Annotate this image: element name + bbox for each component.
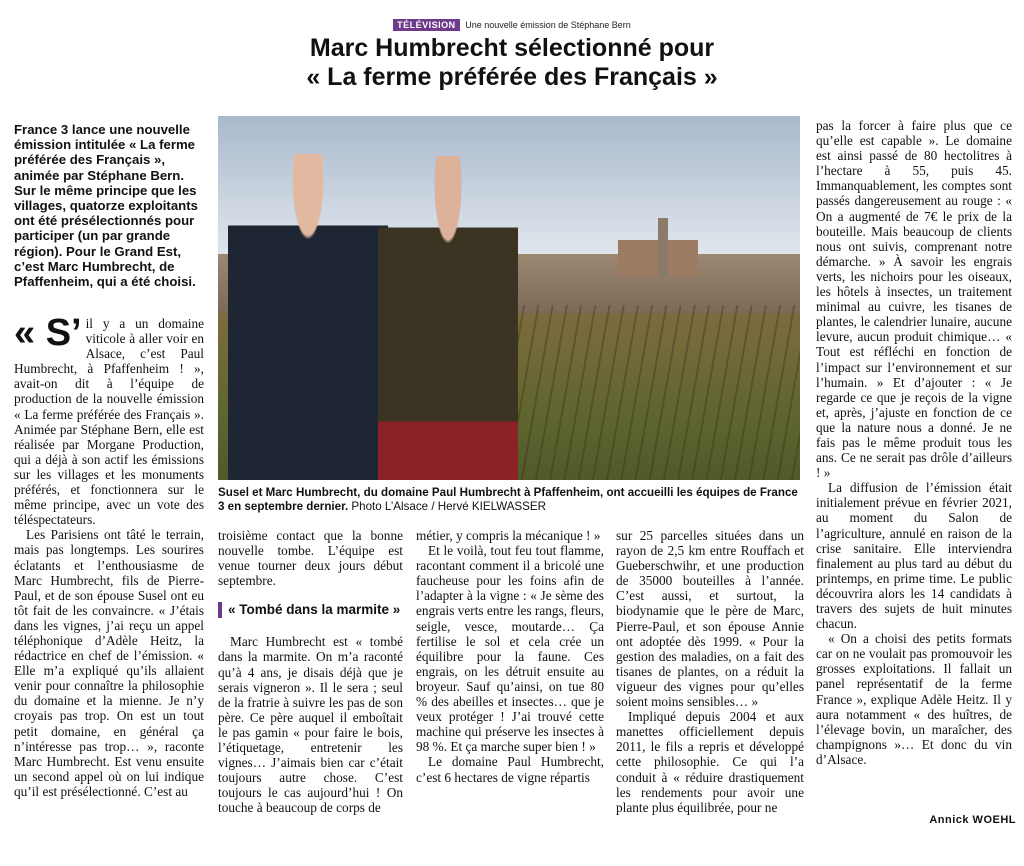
column-3 (416, 528, 604, 838)
rubric-badge: TÉLÉVISION (393, 19, 460, 31)
col5-paragraph-3: « On a choisi des petits formats car on ne voulait pas promouvoir les grosses exploitations. Il fallait un panel représentatif de la ferme France », explique Adèle Heitz. Il y aura notamment « des huîtres, de l’élevage bovin, un maraîcher, des champignons »… Et donc du vin d’Alsace. (816, 631, 1012, 767)
caption-text: Susel et Marc Humbrecht, du domaine Paul Humbrecht à Pfaffenheim, ont accueilli les équipes de France 3 en septembre dernier. (218, 486, 798, 513)
article-photo (218, 116, 800, 480)
column-1 (14, 316, 204, 836)
photo-vine-rows (509, 305, 800, 480)
column-5 (816, 118, 1012, 814)
subheading: « Tombé dans la marmite » (218, 602, 403, 618)
headline-line-1: Marc Humbrecht sélectionné pour (309, 34, 715, 62)
photo-credit: Photo L’Alsace / Hervé KIELWASSER (351, 500, 547, 513)
lead-paragraph: France 3 lance une nouvelle émission intitulée « La ferme préférée des Français », animée par Stéphane Bern. Sur le même principe que les villages, quatorze exploitants ont été présélectionnés pour participer (un par grande région). Pour le Grand Est, c’est Marc Humbrecht, de Pfaffenheim, qui a été choisi. (14, 122, 198, 290)
col2-paragraph-1: troisième contact que la bonne nouvelle tombe. L’équipe est venue tourner deux jours début septembre. (218, 528, 403, 589)
author-signature: Annick WOEHL (929, 814, 1016, 826)
kicker (0, 20, 1024, 30)
photo-church-tower (658, 218, 668, 276)
photo-caption (218, 486, 803, 514)
column-4 (616, 528, 804, 838)
col5-paragraph-1: pas la forcer à faire plus que ce qu’elle est capable ». Le domaine est ainsi passé de 80 hectolitres à l’hectare à 55, puis 45. Immanquablement, les comptes sont passés dangereusement au rouge : « On a augmenté de 7€ le prix de la bouteille. Mais beaucoup de clients nous ont suivis, comprenant notre démarche. » À savoir les engrais verts, les nichoirs pour les oiseaux, les hôtels à insectes, un traitement minimal au cuivre, les tisanes de plantes, le calendrier lunaire, aucune levure, aucun produit chimique… « Tout est réfléchi en fonction de l’impact sur l’environnement et sur l’humain. » Et d’ajouter : « Je regarde ce que je reçois de la vigne et, après, j’ajuste en fonction de ce que la nature nous a donné. Je ne fais pas le même produit tous les ans. Ce ne serait pas drôle d’ailleurs ! » (816, 118, 1012, 481)
col4-paragraph-2: Impliqué depuis 2004 et aux manettes officiellement depuis 2011, le fils a repris et développé cette philosophie. Ce qui l’a conduit à « réduire drastiquement les rendements pour avoir une plante plus équilibrée, pour ne (616, 709, 804, 815)
col2-paragraph-2: Marc Humbrecht est « tombé dans la marmite. On m’a raconté qu’à 4 ans, je disais déjà que je serais vigneron ». Il le sera ; seul de la fratrie à suivre les pas de son père. Ce père auquel il emboîtait le pas gamin « pour faire le bois, l’étiquetage, entretenir les vignes… J’aimais bien car c’était toujours autre chose. C’est toujours le cas aujourd’hui ! On touche à beaucoup de corps de (218, 634, 403, 816)
col1-paragraph-2: Les Parisiens ont tâté le terrain, mais pas longtemps. Les sourires éclatants et l’enthousiasme de Marc Humbrecht, fils de Pierre-Paul, et de son épouse Susel ont eu tôt fait de les convaincre. « J’étais dans les vignes, j’ai reçu un appel téléphonique d’Adèle Heitz, la rédactrice en chef de l’émission. « Elle m’a expliqué qu’ils allaient venir pour connaître la philosophie du domaine et la mienne. Je n’y croyais pas trop. On est un tout petit domaine, en général ça n’intéresse pas trop… », raconte Marc Humbrecht. Est venu ensuite un second appel où on lui indique qu’il est présélectionné. C’est au (14, 527, 204, 799)
col3-paragraph-2: Et le voilà, tout feu tout flamme, racontant comment il a bricolé une faucheuse pour les foins afin de l’adapter à la vigne : « Je sème des engrais verts entre les rangs, fleurs, seigle, vesce, moutarde… Ça fertilise le sol et cela crée un équilibre pour la faune. Ces engrais, on les détruit ensuite au broyeur. Sauf qu’ainsi, on tue 80 % des abeilles et insectes… que je veux protéger ! J’ai trouvé cette machine qui préserve les insectes à 98 %. Et ça marche super bien ! » (416, 543, 604, 755)
col1-paragraph-1: il y a un domaine viticole à aller voir en Alsace, c’est Paul Humbrecht, à Pfaffenheim ! », avait-on dit à l’équipe de production de la nouvelle émission « La ferme préférée des Français ». Animée par Stéphane Bern, elle est réalisée par Morgane Production, qui a déjà à son actif les émissions sur les villages et les monuments préférés, et fonctionnera sur le même principe, avec un vote des téléspectateurs. (14, 316, 204, 528)
column-2 (218, 528, 403, 838)
photo-person-susel (228, 154, 388, 480)
headline (0, 34, 1024, 92)
photo-person-marc (378, 156, 518, 480)
col4-paragraph-1: sur 25 parcelles situées dans un rayon de 2,5 km entre Rouffach et Gueberschwihr, et une production de 35000 bouteilles à l’année. C’est aussi, et surtout, la biodynamie que le père de Marc, Pierre-Paul, et son épouse Annie ont adoptée dès 1999. « Pour la gestion des maladies, on a fait des tisanes de plantes, on a réduit la vigueur des vignes pour qu’elles soient moins sensibles… » (616, 528, 804, 710)
col3-paragraph-1: métier, y compris la mécanique ! » (416, 528, 601, 543)
col5-paragraph-2: La diffusion de l’émission était initialement prévue en février 2021, au moment du Salon de l’agriculture, annulé en raison de la crise sanitaire. Elle interviendra finalement au plus tard au début du printemps, en prime time. Le public découvrira alors les 14 candidats à travers des sujets de huit minutes chacun. (816, 480, 1012, 632)
dropcap: « S’ (14, 316, 82, 354)
col3-paragraph-3: Le domaine Paul Humbrecht, c’est 6 hectares de vigne répartis (416, 754, 604, 785)
kicker-text: Une nouvelle émission de Stéphane Bern (465, 20, 631, 30)
headline-line-2: « La ferme préférée des Français » (306, 63, 718, 91)
